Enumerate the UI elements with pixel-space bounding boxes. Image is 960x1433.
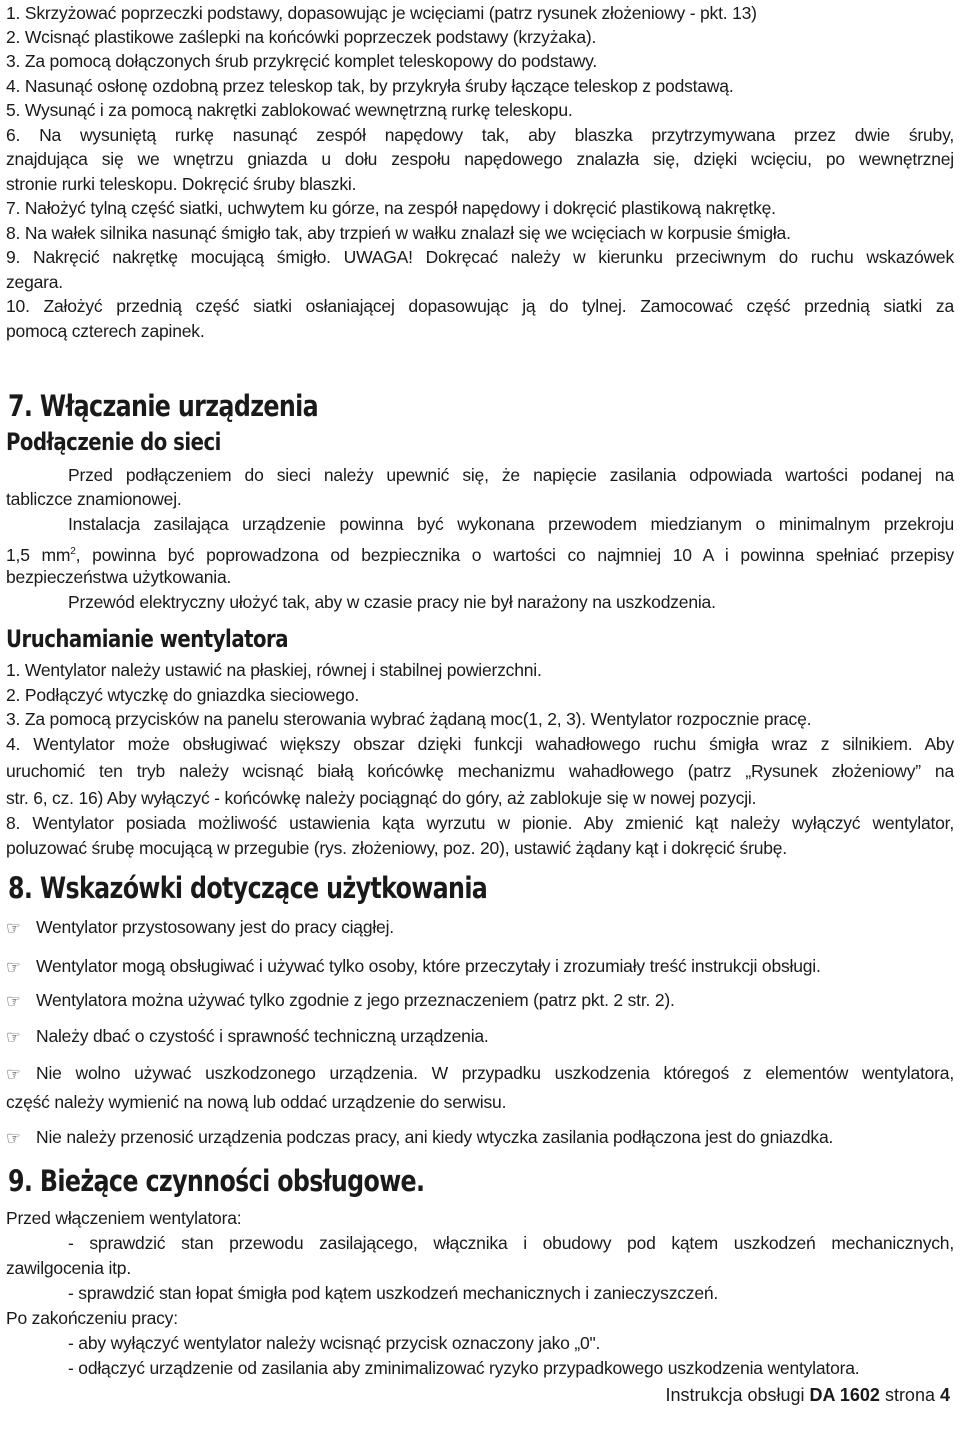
intro-step: zegara. [6, 272, 63, 292]
before-label: Przed włączeniem wentylatora: [6, 1208, 242, 1228]
superscript: 2 [70, 546, 76, 557]
paragraph-line: tabliczce znamionowej. [6, 489, 182, 509]
footer-page-number: 4 [939, 1385, 950, 1405]
intro-step: 4. Nasunąć osłonę ozdobną przez teleskop tak, by przykryła śruby łączące teleskop z podstawą. [6, 76, 734, 96]
start-step: 4. Wentylator może obsługiwać większy obszar dzięki funkcji wahadłowego ruchu śmigła wraz z silnikiem. Aby [6, 734, 954, 754]
section7-title: 7. Włączanie urządzenia [8, 389, 319, 423]
start-step: 3. Za pomocą przycisków na panelu sterowania wybrać żądaną moc(1, 2, 3). Wentylator rozpocznie pracę. [6, 709, 812, 729]
section7-subtitle-connection: Podłączenie do sieci [6, 428, 221, 456]
paragraph-line: Przed podłączeniem do sieci należy upewnić się, że napięcie zasilania odpowiada wartości podanej na [68, 465, 954, 485]
usage-bullet [6, 955, 954, 977]
section7-subtitle-start: Uruchamianie wentylatora [6, 625, 289, 653]
pointing-hand-icon: ☞ [6, 1128, 21, 1148]
section9-title: 9. Bieżące czynności obsługowe. [8, 1164, 425, 1198]
intro-step: 7. Nałożyć tylną część siatki, uchwytem ku górze, na zespół napędowy i dokręcić plastikową nakrętkę. [6, 198, 776, 218]
cable-section-value: 1,5 mm [6, 545, 71, 565]
bullet-text: Nie należy przenosić urządzenia podczas pracy, ani kiedy wtyczka zasilania podłączona jest do gniazdka. [36, 1127, 834, 1147]
intro-step: 3. Za pomocą dołączonych śrub przykręcić komplet teleskopowy do podstawy. [6, 51, 598, 71]
pointing-hand-icon: ☞ [6, 918, 21, 938]
intro-step: 5. Wysunąć i za pomocą nakrętki zablokować wewnętrzną rurkę teleskopu. [6, 100, 573, 120]
start-step: poluzować śrubę mocującą w przegubie (rys. złożeniowy, poz. 20), ustawić żądany kąt i dokręcić śrubę. [6, 838, 787, 858]
after-item: - odłączyć urządzenie od zasilania aby zminimalizować ryzyko przypadkowego uszkodzenia wentylatora. [68, 1358, 860, 1378]
paragraph-text: , powinna być poprowadzona od bezpiecznika o wartości co najmniej 10 A i powinna spełniać przepisy [75, 545, 954, 565]
section8-title: 8. Wskazówki dotyczące użytkowania [8, 871, 488, 905]
paragraph-line: Instalacja zasilająca urządzenie powinna być wykonana przewodem miedzianym o minimalnym przekroju [68, 514, 954, 534]
bullet-text: Wentylatora można używać tylko zgodnie z jego przeznaczeniem (patrz pkt. 2 str. 2). [36, 990, 675, 1010]
after-label: Po zakończeniu pracy: [6, 1308, 178, 1328]
usage-bullet [6, 916, 954, 938]
intro-step: 6. Na wysuniętą rurkę nasunąć zespół napędowy tak, aby blaszka przytrzymywana przez dwie śruby, [6, 125, 954, 145]
footer-prefix: Instrukcja obsługi [665, 1385, 805, 1405]
usage-bullet [6, 1126, 954, 1148]
intro-step: 1. Skrzyżować poprzeczki podstawy, dopasowując je wcięciami (patrz rysunek złożeniowy - pkt. 13) [6, 3, 757, 23]
start-step: 1. Wentylator należy ustawić na płaskiej, równej i stabilnej powierzchni. [6, 660, 542, 680]
pointing-hand-icon: ☞ [6, 1064, 21, 1084]
footer-model: DA 1602 [809, 1385, 880, 1405]
usage-bullet [6, 1025, 954, 1047]
footer-page-label: strona [884, 1385, 935, 1405]
pointing-hand-icon: ☞ [6, 1027, 21, 1047]
bullet-text: Wentylator przystosowany jest do pracy ciągłej. [36, 917, 394, 937]
before-item: - sprawdzić stan przewodu zasilającego, włącznika i obudowy pod kątem uszkodzeń mechanicznych, [68, 1233, 954, 1253]
before-item: zawilgocenia itp. [6, 1258, 132, 1278]
start-step: str. 6, cz. 16) Aby wyłączyć - końcówkę należy pociągnąć do góry, aż zablokuje się w nowej pozycji. [6, 788, 757, 808]
intro-step: 10. Założyć przednią część siatki osłaniającej dopasowując ją do tylnej. Zamocować część przednią siatki za [6, 296, 954, 316]
paragraph-line: Przewód elektryczny ułożyć tak, aby w czasie pracy nie był narażony na uszkodzenia. [68, 592, 716, 612]
start-step: 8. Wentylator posiada możliwość ustawienia kąta wyrzutu w pionie. Aby zmienić kąt należy wyłączyć wentylator, [6, 813, 954, 833]
usage-bullet [6, 1062, 954, 1084]
bullet-text: Należy dbać o czystość i sprawność techniczną urządzenia. [36, 1026, 489, 1046]
pointing-hand-icon: ☞ [6, 957, 21, 977]
before-item: - sprawdzić stan łopat śmigła pod kątem uszkodzeń mechanicznych i zanieczyszczeń. [68, 1283, 719, 1303]
usage-bullet-continuation: część należy wymienić na nową lub oddać urządzenie do serwisu. [6, 1092, 507, 1112]
intro-step: znajdująca się we wnętrzu gniazda u dołu zespołu napędowego znalazła się, dzięki wcięciu, po wewnętrznej [6, 149, 954, 169]
pointing-hand-icon: ☞ [6, 991, 21, 1011]
start-step: 2. Podłączyć wtyczkę do gniazdka sieciowego. [6, 685, 360, 705]
intro-step: 2. Wcisnąć plastikowe zaślepki na końcówki poprzeczek podstawy (krzyżaka). [6, 27, 597, 47]
paragraph-line [6, 541, 954, 566]
after-item: - aby wyłączyć wentylator należy wcisnąć przycisk oznaczony jako „0". [68, 1333, 601, 1353]
intro-step: 8. Na wałek silnika nasunąć śmigło tak, aby trzpień w wałku znalazł się we wcięciach w korpusie śmigła. [6, 223, 791, 243]
intro-step: stronie rurki teleskopu. Dokręcić śruby blaszki. [6, 174, 357, 194]
start-step: uruchomić ten tryb należy wcisnąć białą końcówkę mechanizmu wahadłowego (patrz „Rysunek złożeniowy” na [6, 761, 954, 781]
bullet-text: Wentylator mogą obsługiwać i używać tylko osoby, które przeczytały i zrozumiały treść instrukcji obsługi. [36, 956, 821, 976]
intro-step: pomocą czterech zapinek. [6, 321, 205, 341]
bullet-text: Nie wolno używać uszkodzonego urządzenia. W przypadku uszkodzenia któregoś z elementów wentylatora, [36, 1063, 954, 1083]
paragraph-line: bezpieczeństwa użytkowania. [6, 567, 232, 587]
page-footer [665, 1384, 950, 1406]
intro-step: 9. Nakręcić nakrętkę mocującą śmigło. UWAGA! Dokręcać należy w kierunku przeciwnym do ruchu wskazówek [6, 247, 954, 267]
usage-bullet [6, 989, 954, 1011]
